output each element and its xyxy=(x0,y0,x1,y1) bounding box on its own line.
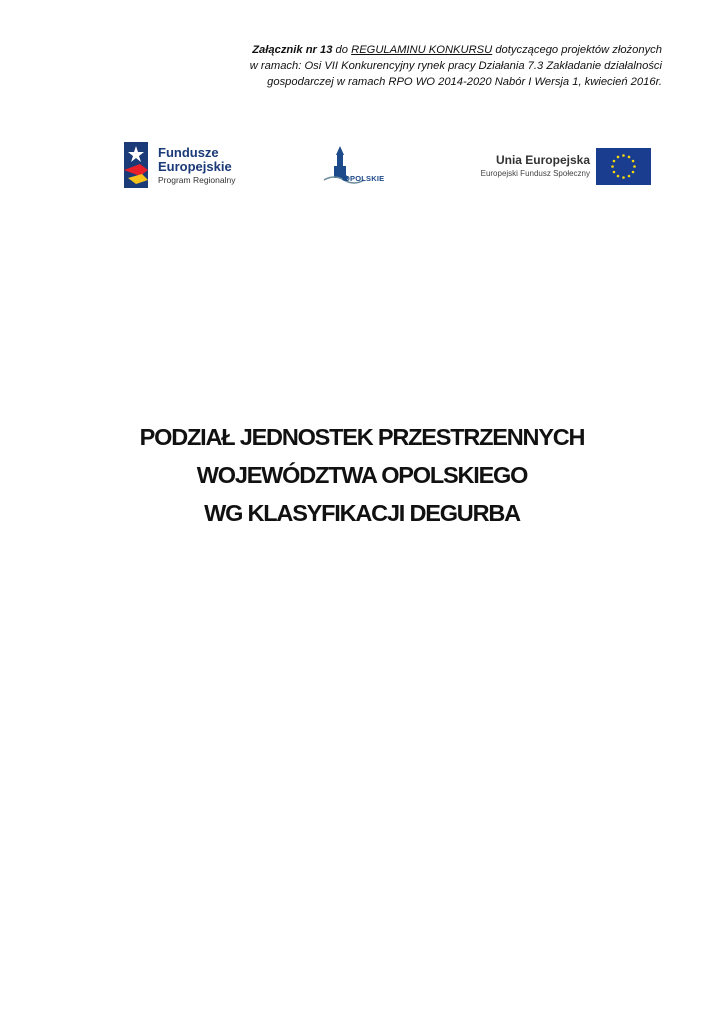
eu-star-icon xyxy=(632,171,635,174)
eu-stars-icon xyxy=(596,148,651,185)
opolskie-text: OPOLSKIE xyxy=(344,174,385,183)
fe-star-emblem-icon xyxy=(122,140,156,190)
fe-logo-line-1: Fundusze xyxy=(158,145,219,160)
eu-logo-line-1: Unia Europejska xyxy=(495,153,590,167)
eu-star-icon xyxy=(633,165,636,168)
eu-star-icon xyxy=(613,160,616,163)
attachment-note-line-2: w ramach: Osi VII Konkurencyjny rynek pracy Działania 7.3 Zakładanie działalności xyxy=(249,60,662,72)
eu-logo-line-2: Europejski Fundusz Społeczny xyxy=(480,169,590,178)
eu-star-icon xyxy=(613,171,616,174)
attachment-note-line-1 xyxy=(142,42,662,58)
regulation-link: REGULAMINU KONKURSU xyxy=(351,44,493,56)
attachment-note-line-3: gospodarczej w ramach RPO WO 2014-2020 Nabór I Wersja 1, kwiecień 2016r. xyxy=(267,76,662,88)
title-line-3: WG KLASYFIKACJI DEGURBA xyxy=(204,500,520,526)
attachment-line-1-rest: dotyczącego projektów złożonych xyxy=(492,44,662,56)
fe-logo-line-2: Europejskie xyxy=(158,159,232,174)
eu-star-icon xyxy=(632,160,635,163)
eu-flag-icon xyxy=(596,148,651,185)
unia-europejska-logo xyxy=(466,148,656,188)
eu-star-icon xyxy=(611,165,614,168)
fe-logo-line-3: Program Regionalny xyxy=(158,175,236,185)
eu-star-icon xyxy=(628,175,631,178)
logo-bar xyxy=(0,138,724,198)
eu-star-icon xyxy=(622,176,625,179)
attachment-do: do xyxy=(332,44,352,56)
attachment-note xyxy=(142,42,662,90)
opolskie-logo xyxy=(322,146,392,190)
document-title xyxy=(0,418,724,532)
title-line-1: PODZIAŁ JEDNOSTEK PRZESTRZENNYCH xyxy=(139,424,585,450)
fundusze-europejskie-logo xyxy=(122,140,262,192)
eu-star-icon xyxy=(628,156,631,159)
eu-star-icon xyxy=(622,154,625,157)
eu-star-icon xyxy=(617,175,620,178)
attachment-number: Załącznik nr 13 xyxy=(252,44,333,56)
eu-star-icon xyxy=(617,156,620,159)
opolskie-tower-icon xyxy=(322,146,392,190)
title-line-2: WOJEWÓDZTWA OPOLSKIEGO xyxy=(196,462,528,488)
